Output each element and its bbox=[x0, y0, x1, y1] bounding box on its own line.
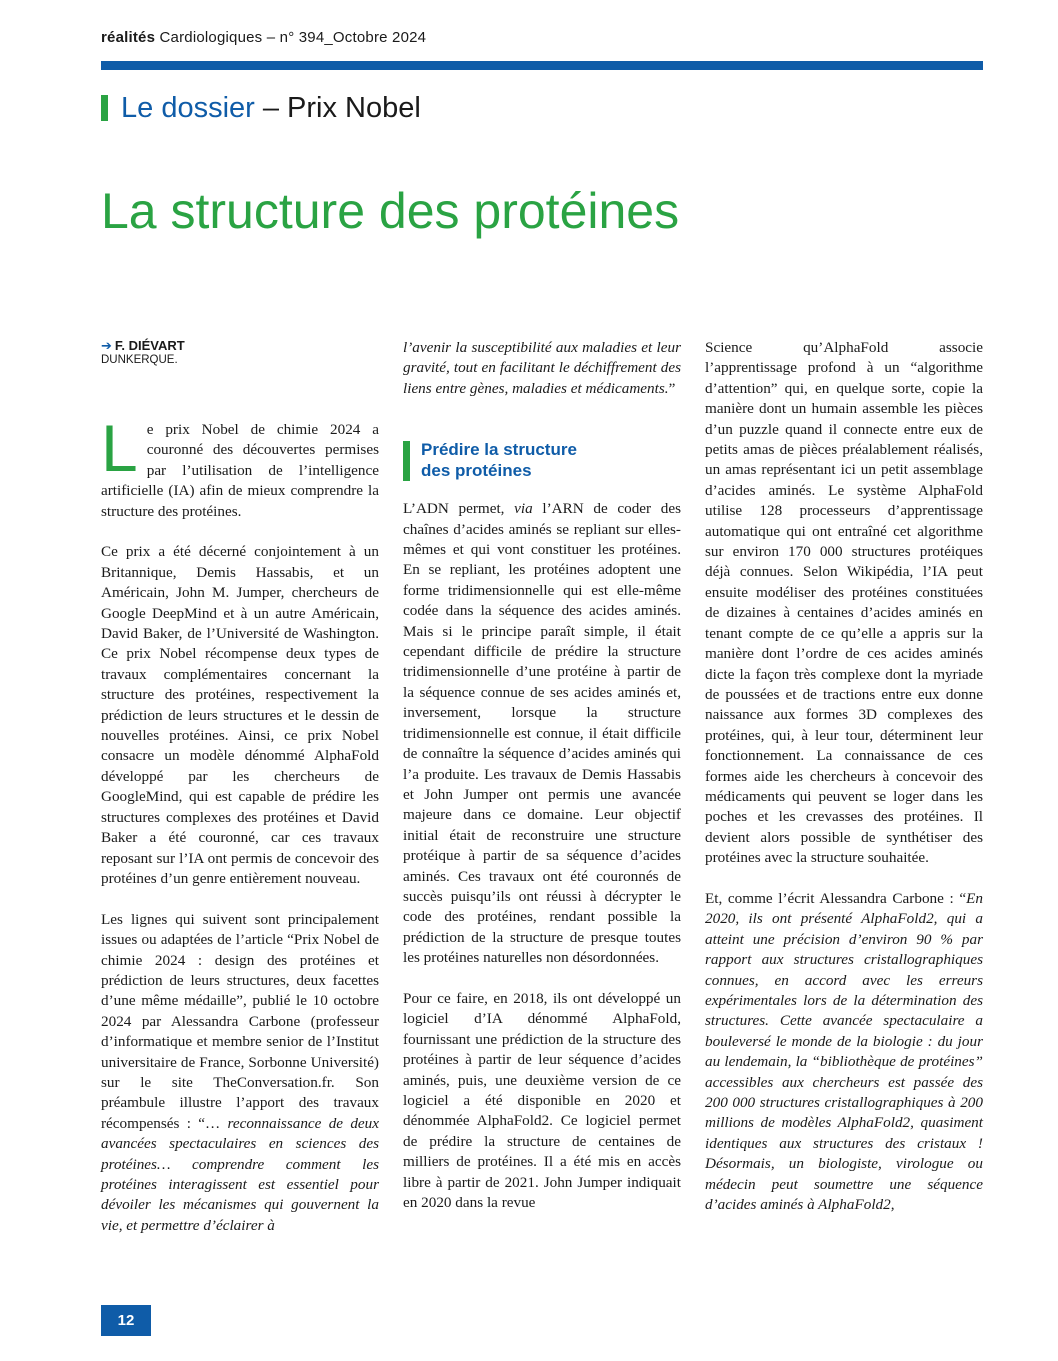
page-number: 12 bbox=[101, 1305, 151, 1336]
journal-header bbox=[101, 29, 426, 46]
paragraph: Les lignes qui suivent sont principalement issues ou adaptées de l’article “Prix Nobel de chimie 2024 : design des protéines et prédiction de leurs structures, deux facettes d’une même médaille”, publié le 10 octobre 2024 par Alessandra Carbone (professeur d’informatique et membre senior de l’Institut universitaire de France, Sorbonne Université) sur le site TheConversation.fr. Son préambule illustre l’apport des travaux récompensés : “… reconnaissance de deux avancées spectaculaires en sciences des protéines… comprendre comment les protéines interagissent est essentiel pour dévoiler les mécanismes qui gouvernent la vie, et permettre d’éclairer à bbox=[101, 910, 379, 1234]
section-heading bbox=[101, 91, 421, 125]
quote-continuation: l’avenir la susceptibilité aux maladies et leur gravité, tout en facilitant le déchiffrement des liens entre gènes, maladies et médicaments.” bbox=[403, 339, 681, 397]
subheading-line: des protéines bbox=[421, 461, 532, 481]
author-affiliation: DUNKERQUE. bbox=[101, 354, 178, 366]
paragraph: Pour ce faire, en 2018, ils ont développé un logiciel d’IA dénommé AlphaFold, fournissant une prédiction de la structure des protéines à partir de leur séquence d’acides aminés, puis, une deuxième version de ce logiciel a été disponible en 2020 et dénommée AlphaFold2. Ce logiciel permet de prédire la structure de centaines de milliers de protéines. Il a été mis en accès libre à partir de 2021. John Jumper indiquait en 2020 dans la revue bbox=[403, 989, 681, 1212]
article-title: La structure des protéines bbox=[101, 183, 680, 239]
journal-issue: Cardiologiques – n° 394_Octobre 2024 bbox=[159, 29, 427, 46]
lead-paragraph: Le prix Nobel de chimie 2024 a couronné des découvertes permises par l’utilisation de l’intelligence artificielle (IA) afin de mieux comprendre la structure des protéines. bbox=[101, 411, 379, 520]
column-1 bbox=[101, 338, 379, 1257]
paragraph: L’ADN permet, via l’ARN de coder des chaînes d’acides aminés se repliant sur elles-mêmes et qui vont constituer les protéines. En se repliant, les protéines adoptent une forme tridimensionnelle qui est elle-même codée dans la séquence des acides aminés. Mais si le principe paraît simple, il était cependant difficile de prédire la structure tridimensionnelle d’une protéine à partir de la séquence connue de ses acides aminés et, inversement, lorsque la structure tridimensionnelle est connue, il était difficile de connaître la séquence d’acides aminés qui l’a produite. Les travaux de Demis Hassabis et John Jumper ont permis une avancée majeure dans ce domaine. Leur objectif initial était de reconstruire une structure protéique à partir de sa séquence d’acides aminés. Ces travaux ont été couronnés de succès puisqu’ils ont réussi à décrypter le code des protéines, rendant possible la prédiction de la structure de presque toutes les protéines naturelles non désordonnées. bbox=[403, 500, 681, 967]
section-name: Le dossier bbox=[121, 91, 255, 124]
column-2 bbox=[403, 338, 681, 1234]
section-marker bbox=[101, 95, 108, 121]
paragraph: Et, comme l’écrit Alessandra Carbone : “En 2020, ils ont présenté AlphaFold2, qui a atteint une précision d’environ 90 % par rapport aux structures cristallographiques connues, en accord avec les erreurs expérimentales lors de la détermination des structures. Cette avancée spectaculaire a bouleversé le monde de la biologie : du jour au lendemain, la “bibliothèque de protéines” accessibles aux chercheurs est passée des 200 000 structures cristallographiques à 200 millions de modèles AlphaFold2, quasiment identiques aux structures des cristaux ! Désormais, un biologiste, virologue ou médecin peut soumettre une séquence d’acides aminés à AlphaFold2, bbox=[705, 889, 983, 1214]
header-rule bbox=[101, 61, 983, 70]
paragraph: Ce prix a été décerné conjointement à un Britannique, Demis Hassabis, et un Américain, John M. Jumper, chercheurs de Google DeepMind et à un autre Américain, David Baker, de l’Université de Washington. Ce prix Nobel récompense deux types de travaux complémentaires concernant la structure des protéines, respectivement la prédiction de leurs structures et le dessin de nouvelles protéines. Ainsi, ce prix Nobel consacre un modèle dénommé AlphaFold développé par les chercheurs de GoogleMind, qui est capable de prédire les structures complexes des protéines et David Baker a été couronné, car ces travaux reposant sur l’IA ont permis de concevoir des protéines d’un genre entièrement nouveau. bbox=[101, 543, 379, 887]
author-name: ➔ F. DIÉVART bbox=[101, 338, 185, 353]
subheading bbox=[403, 439, 681, 481]
journal-brand: réalités bbox=[101, 29, 156, 46]
subheading-line: Prédire la structure bbox=[421, 440, 577, 460]
paragraph: Science qu’AlphaFold associe l’apprentissage profond à un “algorithme d’attention” qui, en quelque sorte, copie la manière dont un humain assemble les pièces d’un puzzle quand il connecte entre eux de petits amas de pièces préalablement réalisés, un amas représentant ici un petit assemblage d’acides aminés. Le système AlphaFold utilise 128 processeurs d’apprentissage automatique qui ont entraîné cet algorithme sur environ 170 000 structures protéiques déjà connues. Selon Wikipédia, l’IA peut ensuite modéliser des protéines constituées de dizaines à centaines d’acides aminés en tenant compte de ce qu’elle a appris sur la manière dont l’ordre de ces acides aminés dicte la façon très complexe dont la myriade de poussées et de tractions entre eux donne naissance aux formes 3D complexes des protéines, qui, à leur tour, déterminent leur fonctionnement. La connaissance de ces formes aide les chercheurs à concevoir des médicaments qui peuvent se loger dans les poches et les crevasses des protéines. Il devient alors possible de synthétiser des protéines avec la structure souhaitée. bbox=[705, 339, 983, 867]
arrow-right-icon: ➔ bbox=[101, 338, 112, 353]
drop-cap: L bbox=[101, 411, 138, 485]
subheading-marker bbox=[403, 441, 410, 481]
column-3 bbox=[705, 338, 983, 1236]
section-topic: – Prix Nobel bbox=[262, 91, 421, 124]
